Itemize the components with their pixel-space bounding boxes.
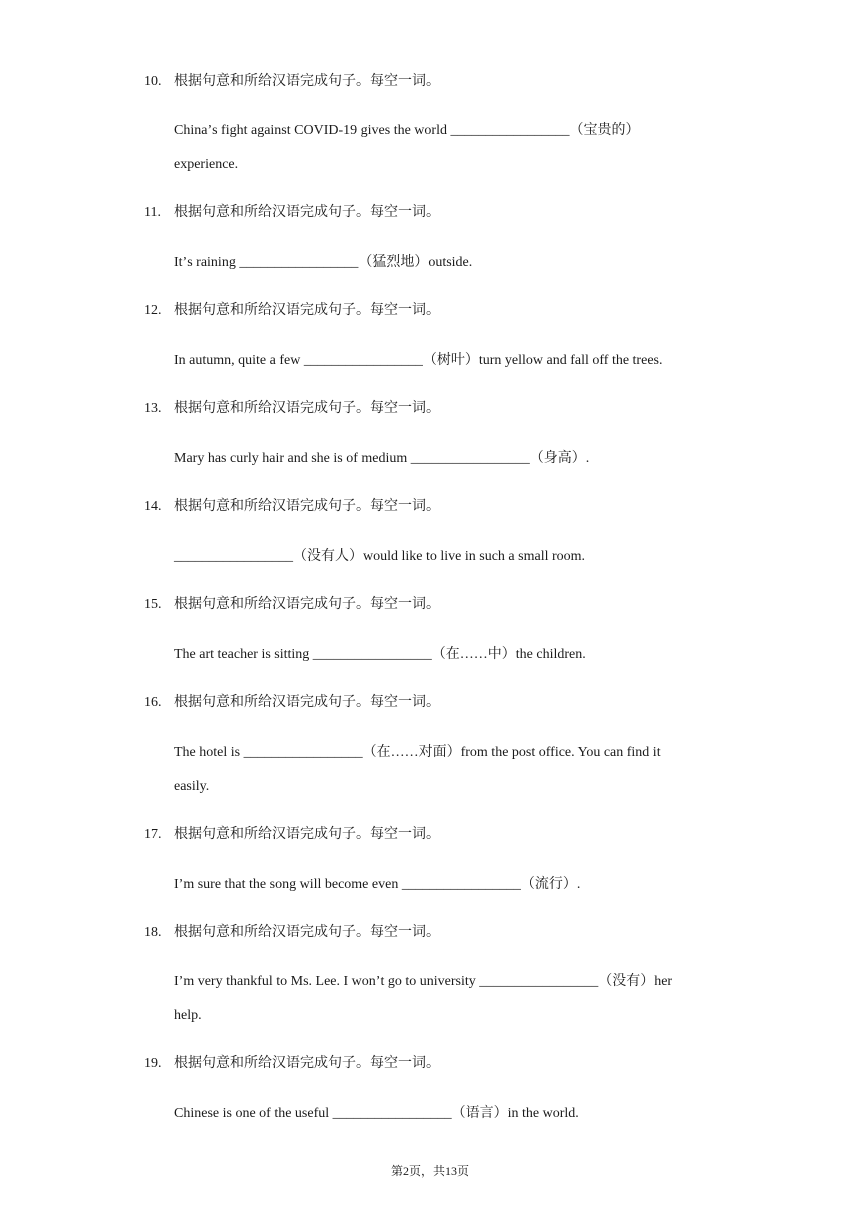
question-sentence: Iʼm very thankful to Ms. Lee. I wonʼt go to university _________________（没有）her xyxy=(174,974,673,989)
question-sentence: The art teacher is sitting _________________（在……中）the children. xyxy=(174,647,586,662)
question-instruction: 根据句意和所给汉语完成句子。每空一词。 xyxy=(174,597,440,612)
question-header xyxy=(144,497,440,517)
question-sentence: Mary has curly hair and she is of medium _________________（身高）. xyxy=(174,451,590,466)
question-sentence-continued: easily. xyxy=(174,779,210,794)
question-instruction: 根据句意和所给汉语完成句子。每空一词。 xyxy=(174,925,440,940)
question-number: 18. xyxy=(144,925,162,940)
question-number: 10. xyxy=(144,74,162,89)
question-header xyxy=(144,301,440,321)
question-instruction: 根据句意和所给汉语完成句子。每空一词。 xyxy=(174,499,440,514)
question-number: 12. xyxy=(144,303,162,318)
question-header xyxy=(144,595,440,615)
question-header xyxy=(144,72,440,92)
question-sentence: The hotel is _________________（在……对面）from the post office. You can find it xyxy=(174,745,661,760)
question-number: 19. xyxy=(144,1056,162,1071)
question-sentence-continued: help. xyxy=(174,1008,202,1023)
page-footer: 第2页，共13页 xyxy=(390,1164,469,1178)
question-number: 15. xyxy=(144,597,162,612)
question-sentence: In autumn, quite a few _________________（树叶）turn yellow and fall off the trees. xyxy=(174,353,663,368)
question-header xyxy=(144,825,440,845)
question-number: 17. xyxy=(144,827,162,842)
question-header xyxy=(144,203,440,223)
question-instruction: 根据句意和所给汉语完成句子。每空一词。 xyxy=(174,205,440,220)
question-instruction: 根据句意和所给汉语完成句子。每空一词。 xyxy=(174,303,440,318)
question-sentence: Iʼm sure that the song will become even _________________（流行）. xyxy=(174,877,581,892)
question-instruction: 根据句意和所给汉语完成句子。每空一词。 xyxy=(174,827,440,842)
question-sentence-continued: experience. xyxy=(174,157,239,172)
question-instruction: 根据句意和所给汉语完成句子。每空一词。 xyxy=(174,695,440,710)
question-number: 14. xyxy=(144,499,162,514)
question-sentence: Chinaʼs fight against COVID-19 gives the world _________________（宝贵的） xyxy=(174,123,640,138)
question-header xyxy=(144,1054,440,1074)
question-header xyxy=(144,693,440,713)
question-number: 16. xyxy=(144,695,162,710)
question-instruction: 根据句意和所给汉语完成句子。每空一词。 xyxy=(174,74,440,89)
question-instruction: 根据句意和所给汉语完成句子。每空一词。 xyxy=(174,401,440,416)
question-header xyxy=(144,399,440,419)
question-number: 13. xyxy=(144,401,162,416)
question-instruction: 根据句意和所给汉语完成句子。每空一词。 xyxy=(174,1056,440,1071)
question-number: 11. xyxy=(144,205,161,220)
question-header xyxy=(144,923,440,943)
question-sentence: Chinese is one of the useful _________________（语言）in the world. xyxy=(174,1106,579,1121)
question-sentence: Itʼs raining _________________（猛烈地）outside. xyxy=(174,255,473,270)
question-sentence: _________________（没有人）would like to live in such a small room. xyxy=(174,549,586,564)
